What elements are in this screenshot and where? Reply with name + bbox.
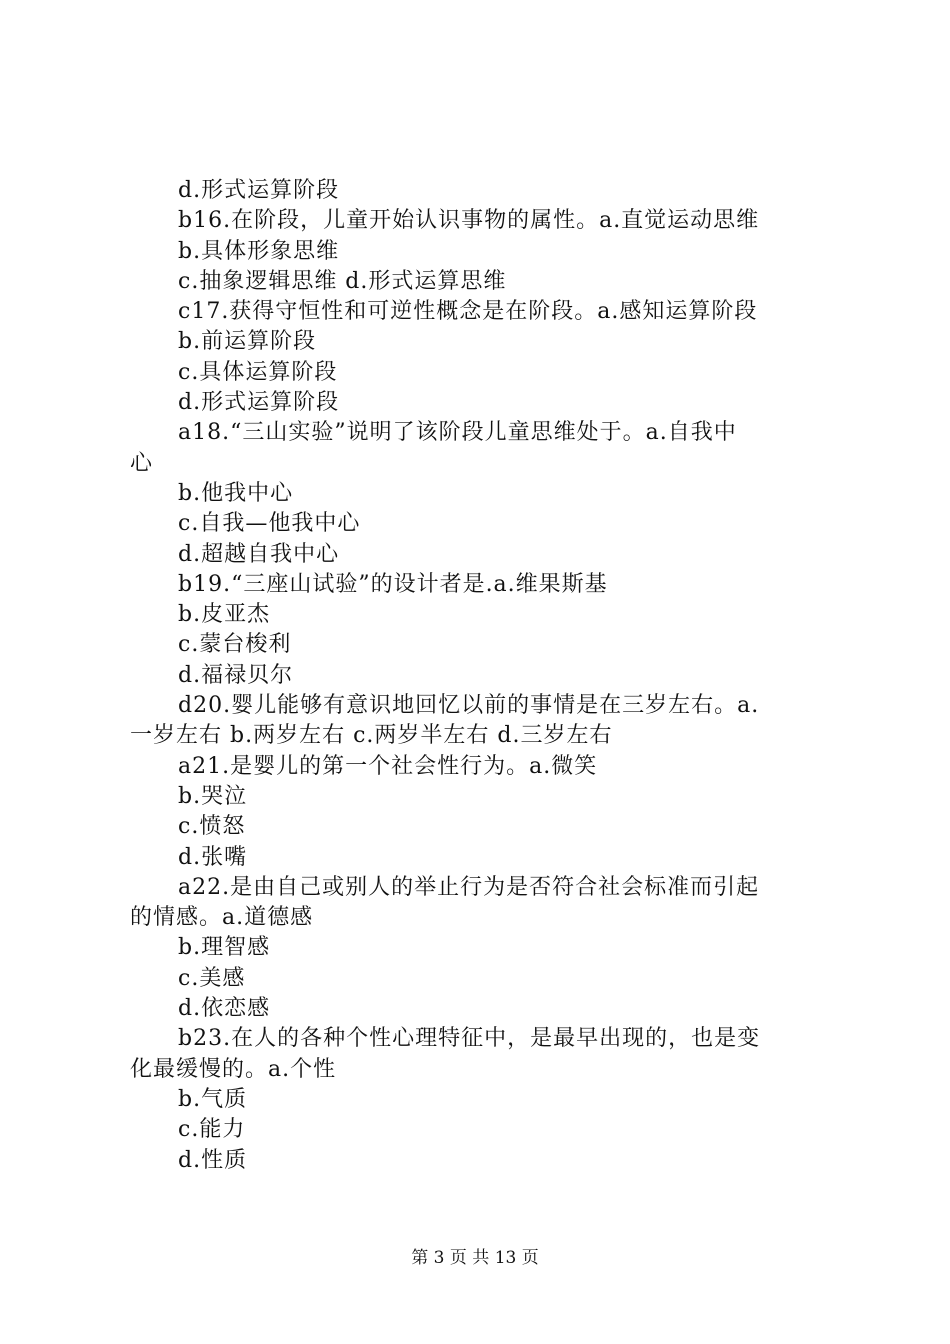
text-line: b.前运算阶段 — [178, 329, 317, 355]
text-line-wrap: 化最缓慢的。a.个性 — [130, 1056, 337, 1082]
text-line: d.张嘴 — [178, 844, 248, 870]
text-line-wrap: 一岁左右 b.两岁左右 c.两岁半左右 d.三岁左右 — [130, 723, 613, 749]
text-line: d.依恋感 — [178, 996, 271, 1022]
text-line: d.形式运算阶段 — [178, 390, 340, 416]
text-line: b.哭泣 — [178, 783, 248, 809]
text-line: c.愤怒 — [178, 814, 246, 840]
text-line: c.自我—他我中心 — [178, 511, 361, 537]
text-line: c.蒙台梭利 — [178, 632, 292, 658]
text-line: b.理智感 — [178, 935, 271, 961]
text-line-wrap: 心 — [130, 450, 154, 476]
text-line: d.性质 — [178, 1147, 248, 1173]
text-line: c.美感 — [178, 965, 246, 991]
text-line: b.气质 — [178, 1086, 248, 1112]
question-16: b16.在阶段，儿童开始认识事物的属性。a.直觉运动思维 — [178, 208, 760, 234]
text-line: d.超越自我中心 — [178, 541, 340, 567]
question-23: b23.在人的各种个性心理特征中，是最早出现的，也是变 — [178, 1026, 761, 1052]
text-line: b.具体形象思维 — [178, 238, 340, 264]
text-line-wrap: 的情感。a.道德感 — [130, 905, 314, 931]
text-line: d.福禄贝尔 — [178, 662, 294, 688]
text-line: b.皮亚杰 — [178, 602, 271, 628]
question-22: a22.是由自己或别人的举止行为是否符合社会标准而引起 — [178, 874, 760, 900]
question-18: a18.“三山实验”说明了该阶段儿童思维处于。a.自我中 — [178, 420, 737, 446]
question-17: c17.获得守恒性和可逆性概念是在阶段。a.感知运算阶段 — [178, 299, 758, 325]
question-21: a21.是婴儿的第一个社会性行为。a.微笑 — [178, 753, 598, 779]
text-line: d.形式运算阶段 — [178, 178, 340, 203]
text-line: c.具体运算阶段 — [178, 359, 338, 385]
page-footer: 第 3 页 共 13 页 — [411, 1248, 539, 1268]
text-line: c.抽象逻辑思维 d.形式运算思维 — [178, 268, 507, 294]
question-20: d20.婴儿能够有意识地回忆以前的事情是在三岁左右。a. — [178, 693, 760, 719]
text-line: b.他我中心 — [178, 480, 294, 506]
text-line: c.能力 — [178, 1117, 246, 1143]
question-19: b19.“三座山试验”的设计者是.a.维果斯基 — [178, 571, 608, 597]
document-body — [130, 176, 830, 1176]
